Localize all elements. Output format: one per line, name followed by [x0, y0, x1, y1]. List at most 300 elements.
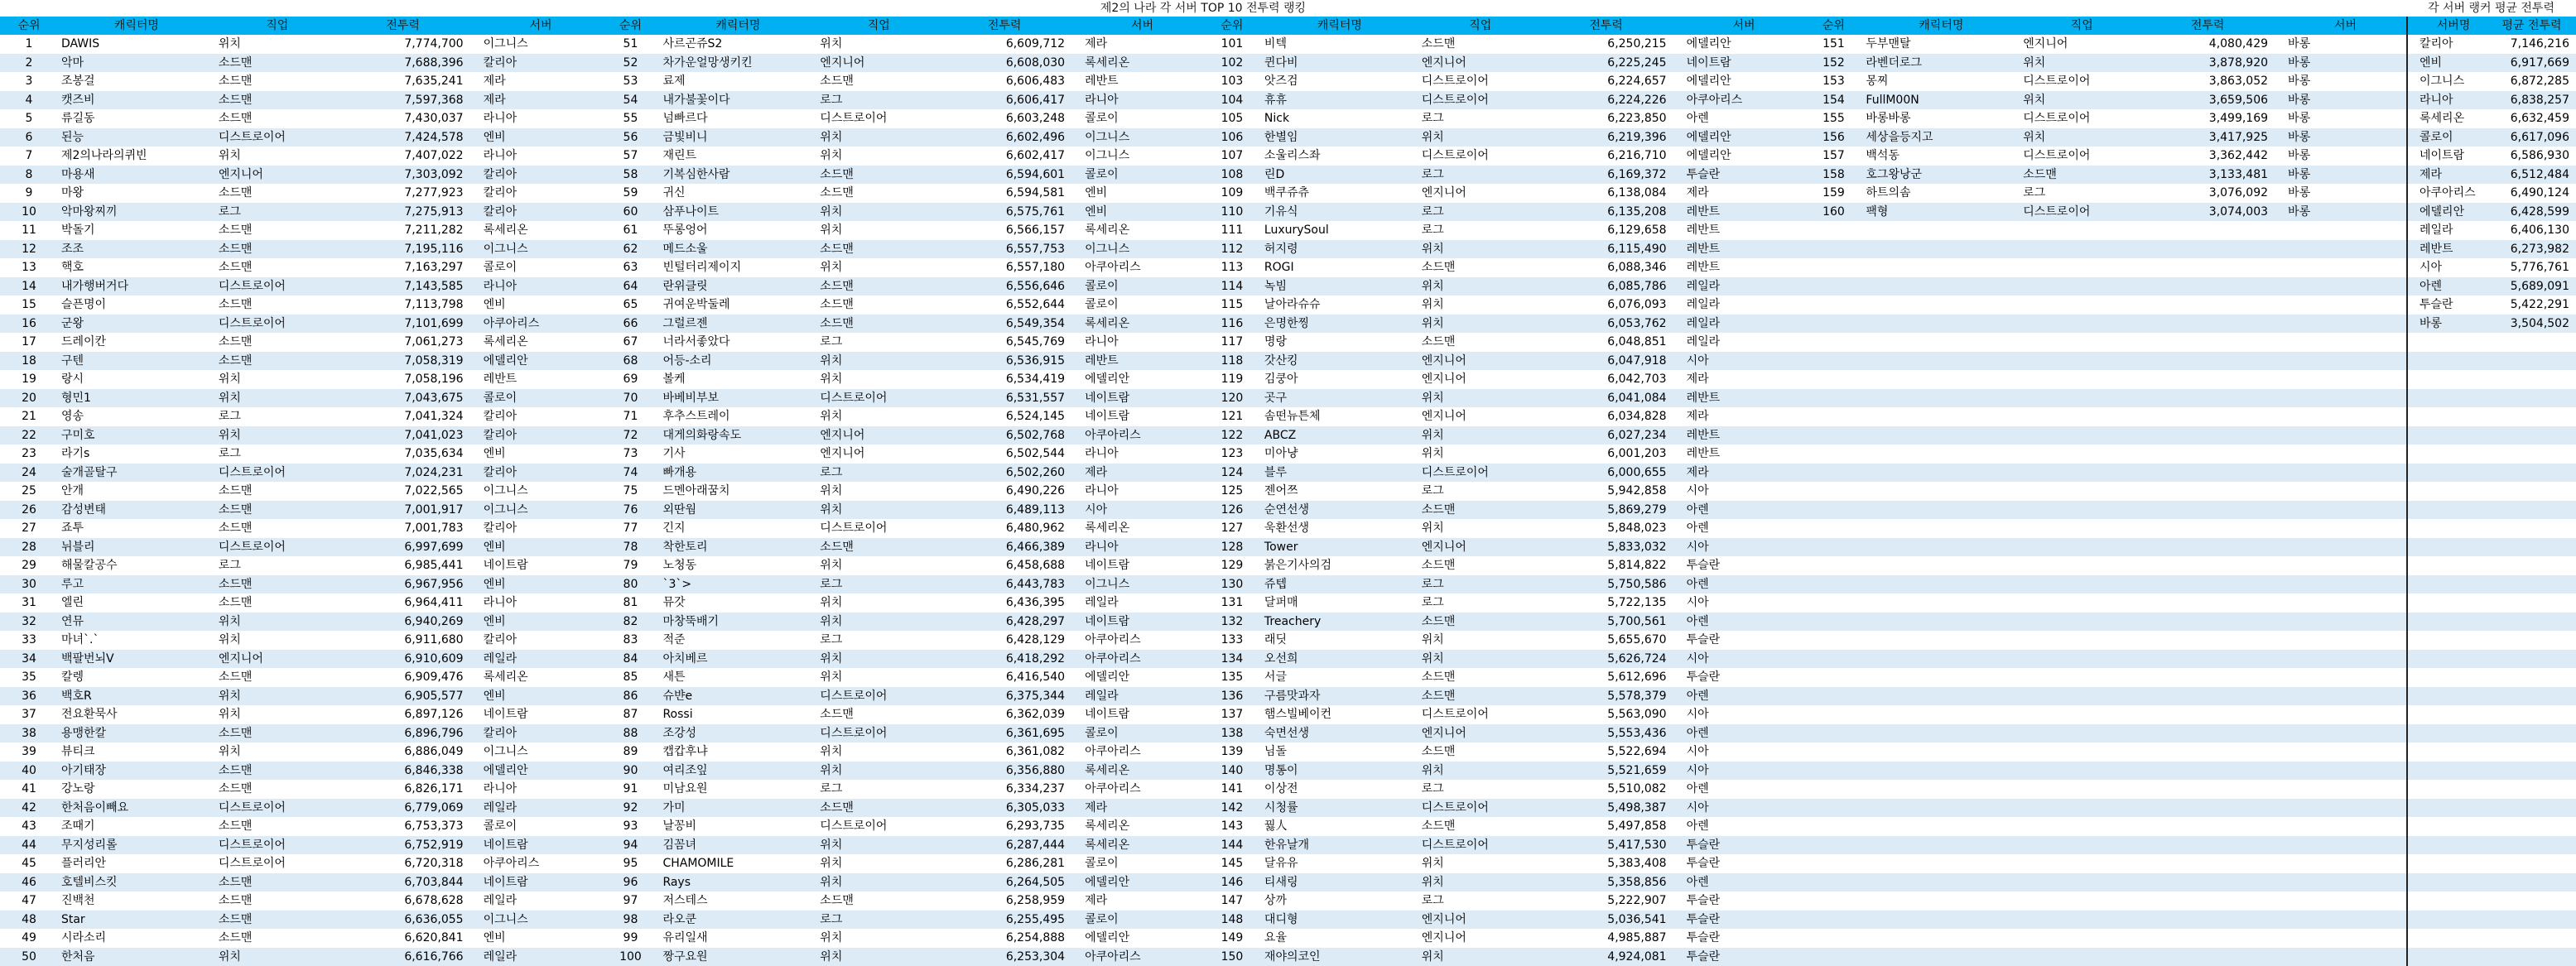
empty-cell [2020, 519, 2144, 538]
cell-job: 위치 [816, 743, 941, 762]
cell-server: 엔비 [472, 128, 602, 147]
cell-name: 뷰티크 [58, 743, 215, 762]
cell-job: 위치 [215, 370, 339, 389]
cell-name: 술개골탈구 [58, 464, 215, 483]
server-name: 라니아 [2408, 91, 2491, 110]
empty-cell [2408, 817, 2491, 836]
cell-rank: 73 [601, 445, 659, 464]
empty-cell [2020, 873, 2144, 892]
cell-job: 위치 [215, 613, 339, 632]
cell-job: 소드맨 [1418, 817, 1543, 836]
empty-cell [2020, 892, 2144, 911]
cell-job: 위치 [1418, 277, 1543, 296]
empty-cell [1804, 370, 1862, 389]
cell-server: 아렌 [1675, 687, 1805, 706]
empty-cell [2144, 724, 2276, 743]
cell-rank: 71 [601, 407, 659, 426]
cell-job: 소드맨 [816, 240, 941, 259]
cell-rank: 2 [0, 54, 58, 73]
cell-server: 레반트 [1675, 389, 1805, 408]
cell-server: 투슬란 [1675, 892, 1805, 911]
empty-cell [2276, 445, 2406, 464]
cell-name: 금빛비니 [659, 128, 816, 147]
server-average: 6,273,982 [2491, 240, 2576, 259]
cell-name: 시청률 [1261, 799, 1418, 818]
side-row [2408, 277, 2576, 296]
cell-job: 로그 [816, 780, 941, 799]
cell-power: 6,489,113 [941, 501, 1073, 520]
cell-rank: 69 [601, 370, 659, 389]
table-row [0, 128, 2406, 147]
cell-rank: 10 [0, 203, 58, 222]
cell-job: 위치 [1418, 762, 1543, 781]
side-row [2408, 407, 2576, 426]
cell-job: 소드맨 [215, 892, 339, 911]
cell-server: 바롱 [2276, 35, 2406, 54]
cell-server: 록세리온 [1073, 315, 1203, 334]
empty-cell [2020, 296, 2144, 315]
cell-job: 위치 [816, 594, 941, 613]
cell-power: 7,424,578 [339, 128, 472, 147]
cell-server: 칼리아 [472, 724, 602, 743]
cell-name: 란위클릿 [659, 277, 816, 296]
cell-rank: 98 [601, 911, 659, 930]
empty-cell [2020, 482, 2144, 501]
cell-server: 아쿠아리스 [1073, 948, 1203, 966]
cell-server: 이그니스 [1073, 128, 1203, 147]
cell-job: 로그 [816, 631, 941, 650]
cell-job: 소드맨 [1418, 687, 1543, 706]
empty-cell [2020, 426, 2144, 445]
empty-cell [2276, 333, 2406, 352]
empty-cell [1862, 762, 2020, 781]
cell-job: 소드맨 [816, 538, 941, 557]
cell-job: 소드맨 [215, 817, 339, 836]
cell-server: 레반트 [1073, 72, 1203, 91]
table-row [0, 258, 2406, 277]
empty-cell [2276, 836, 2406, 855]
cell-server: 투슬란 [1675, 836, 1805, 855]
cell-server: 에델리안 [1073, 370, 1203, 389]
cell-server: 칼리아 [472, 203, 602, 222]
empty-cell [1862, 482, 2020, 501]
cell-name: 바롱바롱 [1862, 109, 2020, 128]
cell-server: 시아 [1073, 501, 1203, 520]
cell-name: 영송 [58, 407, 215, 426]
cell-name: 조강성 [659, 724, 816, 743]
empty-cell [2408, 631, 2491, 650]
cell-name: 한유날개 [1261, 836, 1418, 855]
empty-cell [1862, 873, 2020, 892]
table-row [0, 650, 2406, 669]
cell-server: 시아 [1675, 743, 1805, 762]
cell-name: 죠투 [58, 519, 215, 538]
cell-rank: 124 [1203, 464, 1261, 483]
cell-name: 해물칼공수 [58, 556, 215, 575]
cell-name: 기사 [659, 445, 816, 464]
cell-job: 로그 [816, 575, 941, 594]
cell-name: 하트의솜 [1862, 184, 2020, 203]
cell-rank: 97 [601, 892, 659, 911]
cell-job: 디스트로이어 [215, 799, 339, 818]
cell-name: 어등-소리 [659, 352, 816, 371]
cell-server: 라니아 [1073, 333, 1203, 352]
cell-server: 투슬란 [1675, 166, 1805, 185]
empty-cell [2276, 296, 2406, 315]
cell-job: 로그 [2020, 184, 2144, 203]
empty-cell [1862, 799, 2020, 818]
empty-cell [2276, 724, 2406, 743]
cell-rank: 20 [0, 389, 58, 408]
empty-cell [2144, 687, 2276, 706]
cell-job: 소드맨 [215, 296, 339, 315]
table-row [0, 352, 2406, 371]
side-header-row [2408, 17, 2576, 35]
empty-cell [2491, 668, 2576, 687]
cell-job: 소드맨 [215, 911, 339, 930]
table-row [0, 538, 2406, 557]
cell-server: 콜로이 [472, 258, 602, 277]
cell-job: 엔지니어 [1418, 352, 1543, 371]
empty-cell [1862, 948, 2020, 966]
cell-name: 짱구요원 [659, 948, 816, 966]
empty-cell [2020, 464, 2144, 483]
empty-cell [1862, 333, 2020, 352]
cell-name: 서글 [1261, 668, 1418, 687]
cell-name: Rays [659, 873, 816, 892]
empty-cell [2144, 445, 2276, 464]
cell-power: 6,250,215 [1543, 35, 1675, 54]
empty-cell [2020, 780, 2144, 799]
cell-rank: 53 [601, 72, 659, 91]
cell-power: 6,502,768 [941, 426, 1073, 445]
cell-rank: 48 [0, 911, 58, 930]
empty-cell [2491, 556, 2576, 575]
cell-rank: 78 [601, 538, 659, 557]
cell-name: 기유식 [1261, 203, 1418, 222]
cell-server: 엔비 [1073, 184, 1203, 203]
table-row [0, 389, 2406, 408]
side-row [2408, 836, 2576, 855]
cell-name: 세상을등지고 [1862, 128, 2020, 147]
cell-job: 로그 [215, 203, 339, 222]
cell-power: 7,275,913 [339, 203, 472, 222]
empty-cell [2144, 519, 2276, 538]
cell-job: 소드맨 [215, 575, 339, 594]
empty-cell [1862, 743, 2020, 762]
cell-power: 6,443,783 [941, 575, 1073, 594]
cell-job: 위치 [816, 929, 941, 948]
cell-power: 6,609,712 [941, 35, 1073, 54]
cell-power: 7,277,923 [339, 184, 472, 203]
cell-name: 그럴르젠 [659, 315, 816, 334]
cell-job: 디스트로이어 [2020, 147, 2144, 166]
cell-name: 몽찌 [1862, 72, 2020, 91]
cell-power: 6,361,082 [941, 743, 1073, 762]
empty-cell [2276, 464, 2406, 483]
empty-cell [2276, 650, 2406, 669]
side-row [2408, 54, 2576, 73]
empty-cell [2144, 258, 2276, 277]
side-header-avg: 평균 전투력 [2491, 17, 2576, 35]
cell-server: 네이트람 [1073, 705, 1203, 724]
cell-server: 바롱 [2276, 91, 2406, 110]
table-row [0, 464, 2406, 483]
empty-cell [2276, 370, 2406, 389]
cell-name: 저스테스 [659, 892, 816, 911]
cell-name: 악마왕찌끼 [58, 203, 215, 222]
empty-cell [2020, 631, 2144, 650]
cell-power: 6,490,226 [941, 482, 1073, 501]
table-row [0, 817, 2406, 836]
cell-job: 로그 [1418, 780, 1543, 799]
cell-power: 6,428,297 [941, 613, 1073, 632]
empty-cell [2408, 538, 2491, 557]
cell-server: 아렌 [1675, 817, 1805, 836]
header-name: 캐릭터명 [659, 17, 816, 35]
cell-job: 소드맨 [215, 762, 339, 781]
cell-server: 에델리안 [1675, 147, 1805, 166]
cell-job: 위치 [816, 147, 941, 166]
table-row [0, 109, 2406, 128]
empty-cell [2020, 705, 2144, 724]
cell-rank: 39 [0, 743, 58, 762]
cell-power: 6,418,292 [941, 650, 1073, 669]
side-row [2408, 184, 2576, 203]
cell-server: 투슬란 [1675, 911, 1805, 930]
server-average: 6,872,285 [2491, 72, 2576, 91]
empty-cell [2408, 426, 2491, 445]
cell-power: 6,293,735 [941, 817, 1073, 836]
empty-cell [2020, 762, 2144, 781]
cell-job: 소드맨 [816, 799, 941, 818]
cell-job: 위치 [1418, 650, 1543, 669]
cell-power: 6,375,344 [941, 687, 1073, 706]
cell-name: 날꽁비 [659, 817, 816, 836]
cell-rank: 25 [0, 482, 58, 501]
server-average: 5,422,291 [2491, 296, 2576, 315]
empty-cell [1804, 445, 1862, 464]
side-row [2408, 315, 2576, 334]
cell-rank: 24 [0, 464, 58, 483]
empty-cell [2144, 836, 2276, 855]
empty-cell [1804, 426, 1862, 445]
cell-job: 소드맨 [215, 240, 339, 259]
cell-job: 위치 [1418, 389, 1543, 408]
cell-server: 라니아 [472, 594, 602, 613]
server-average: 6,632,459 [2491, 109, 2576, 128]
table-row [0, 147, 2406, 166]
cell-server: 레일라 [1675, 315, 1805, 334]
cell-rank: 154 [1804, 91, 1862, 110]
cell-job: 위치 [816, 854, 941, 873]
cell-name: 착한토리 [659, 538, 816, 557]
cell-power: 3,417,925 [2144, 128, 2276, 147]
cell-power: 5,510,082 [1543, 780, 1675, 799]
cell-rank: 68 [601, 352, 659, 371]
cell-name: 군왕 [58, 315, 215, 334]
table-row [0, 370, 2406, 389]
cell-name: 진백천 [58, 892, 215, 911]
cell-job: 엔지니어 [1418, 538, 1543, 557]
table-row [0, 91, 2406, 110]
cell-server: 에델리안 [1675, 35, 1805, 54]
empty-cell [2276, 613, 2406, 632]
cell-job: 소드맨 [215, 109, 339, 128]
cell-name: 뮤갓 [659, 594, 816, 613]
cell-rank: 110 [1203, 203, 1261, 222]
empty-cell [2020, 389, 2144, 408]
cell-power: 6,115,490 [1543, 240, 1675, 259]
cell-power: 5,750,586 [1543, 575, 1675, 594]
cell-name: 한처음 [58, 948, 215, 966]
empty-cell [2276, 407, 2406, 426]
cell-rank: 1 [0, 35, 58, 54]
cell-job: 위치 [2020, 54, 2144, 73]
cell-job: 위치 [816, 873, 941, 892]
cell-job: 엔지니어 [816, 54, 941, 73]
cell-name: 마왕 [58, 184, 215, 203]
cell-power: 3,659,506 [2144, 91, 2276, 110]
side-row [2408, 258, 2576, 277]
cell-rank: 64 [601, 277, 659, 296]
cell-job: 위치 [215, 35, 339, 54]
cell-power: 6,557,180 [941, 258, 1073, 277]
empty-cell [2276, 780, 2406, 799]
cell-power: 6,752,919 [339, 836, 472, 855]
cell-rank: 111 [1203, 221, 1261, 240]
empty-cell [1804, 258, 1862, 277]
cell-server: 에델리안 [1073, 668, 1203, 687]
cell-name: 슬픈명이 [58, 296, 215, 315]
cell-server: 바롱 [2276, 72, 2406, 91]
cell-power: 6,575,761 [941, 203, 1073, 222]
side-row [2408, 240, 2576, 259]
cell-job: 소드맨 [1418, 501, 1543, 520]
cell-name: 유리일새 [659, 929, 816, 948]
cell-name: 티새링 [1261, 873, 1418, 892]
empty-cell [2276, 538, 2406, 557]
empty-cell [2276, 799, 2406, 818]
cell-power: 6,985,441 [339, 556, 472, 575]
cell-rank: 95 [601, 854, 659, 873]
empty-cell [2144, 482, 2276, 501]
cell-power: 6,602,496 [941, 128, 1073, 147]
empty-cell [1804, 705, 1862, 724]
empty-cell [2408, 389, 2491, 408]
cell-server: 바롱 [2276, 54, 2406, 73]
table-row [0, 333, 2406, 352]
cell-rank: 160 [1804, 203, 1862, 222]
cell-server: 콜로이 [472, 817, 602, 836]
empty-cell [2144, 594, 2276, 613]
cell-name: 랑시 [58, 370, 215, 389]
cell-power: 6,556,646 [941, 277, 1073, 296]
empty-cell [2144, 613, 2276, 632]
empty-cell [2491, 389, 2576, 408]
cell-rank: 107 [1203, 147, 1261, 166]
cell-server: 콜로이 [1073, 911, 1203, 930]
cell-name: 재린트 [659, 147, 816, 166]
cell-name: 플러리안 [58, 854, 215, 873]
cell-name: 소울리스좌 [1261, 147, 1418, 166]
table-row [0, 687, 2406, 706]
cell-job: 엔지니어 [816, 445, 941, 464]
cell-rank: 120 [1203, 389, 1261, 408]
table-row [0, 556, 2406, 575]
cell-power: 4,924,081 [1543, 948, 1675, 966]
cell-server: 아렌 [1675, 575, 1805, 594]
table-row [0, 315, 2406, 334]
cell-name: 감성변태 [58, 501, 215, 520]
cell-power: 7,211,282 [339, 221, 472, 240]
cell-job: 소드맨 [215, 72, 339, 91]
side-row [2408, 556, 2576, 575]
side-row [2408, 352, 2576, 371]
cell-server: 시아 [1675, 705, 1805, 724]
cell-power: 5,655,670 [1543, 631, 1675, 650]
empty-cell [2144, 631, 2276, 650]
cell-power: 5,222,907 [1543, 892, 1675, 911]
empty-cell [2144, 221, 2276, 240]
cell-rank: 16 [0, 315, 58, 334]
cell-rank: 28 [0, 538, 58, 557]
cell-server: 콜로이 [1073, 296, 1203, 315]
table-row [0, 780, 2406, 799]
empty-cell [1862, 519, 2020, 538]
cell-server: 레일라 [1675, 277, 1805, 296]
cell-name: 연뮤 [58, 613, 215, 632]
cell-name: 재야의코인 [1261, 948, 1418, 966]
cell-name: DAWIS [58, 35, 215, 54]
table-row [0, 762, 2406, 781]
cell-power: 7,061,273 [339, 333, 472, 352]
empty-cell [2020, 724, 2144, 743]
cell-power: 6,305,033 [941, 799, 1073, 818]
side-row [2408, 464, 2576, 483]
cell-rank: 152 [1804, 54, 1862, 73]
empty-cell [1862, 352, 2020, 371]
cell-server: 록세리온 [1073, 836, 1203, 855]
cell-server: 제라 [1675, 464, 1805, 483]
average-title: 각 서버 랭커 평균 전투력 [2406, 0, 2576, 17]
cell-server: 아렌 [1675, 109, 1805, 128]
cell-name: 붉은기사의검 [1261, 556, 1418, 575]
cell-name: 솜떤뉴튼체 [1261, 407, 1418, 426]
cell-rank: 126 [1203, 501, 1261, 520]
cell-name: 너라서좋았다 [659, 333, 816, 352]
empty-cell [1862, 501, 2020, 520]
cell-power: 5,563,090 [1543, 705, 1675, 724]
cell-power: 6,458,688 [941, 556, 1073, 575]
cell-power: 6,076,093 [1543, 296, 1675, 315]
cell-name: 캣즈비 [58, 91, 215, 110]
empty-cell [2020, 650, 2144, 669]
cell-job: 소드맨 [215, 91, 339, 110]
cell-job: 소드맨 [215, 258, 339, 277]
cell-rank: 89 [601, 743, 659, 762]
cell-rank: 121 [1203, 407, 1261, 426]
empty-cell [2491, 687, 2576, 706]
cell-job: 엔지니어 [1418, 407, 1543, 426]
side-row [2408, 333, 2576, 352]
cell-rank: 119 [1203, 370, 1261, 389]
cell-name: 가미 [659, 799, 816, 818]
empty-cell [2491, 743, 2576, 762]
cell-power: 6,088,346 [1543, 258, 1675, 277]
cell-power: 6,466,389 [941, 538, 1073, 557]
empty-cell [2408, 594, 2491, 613]
